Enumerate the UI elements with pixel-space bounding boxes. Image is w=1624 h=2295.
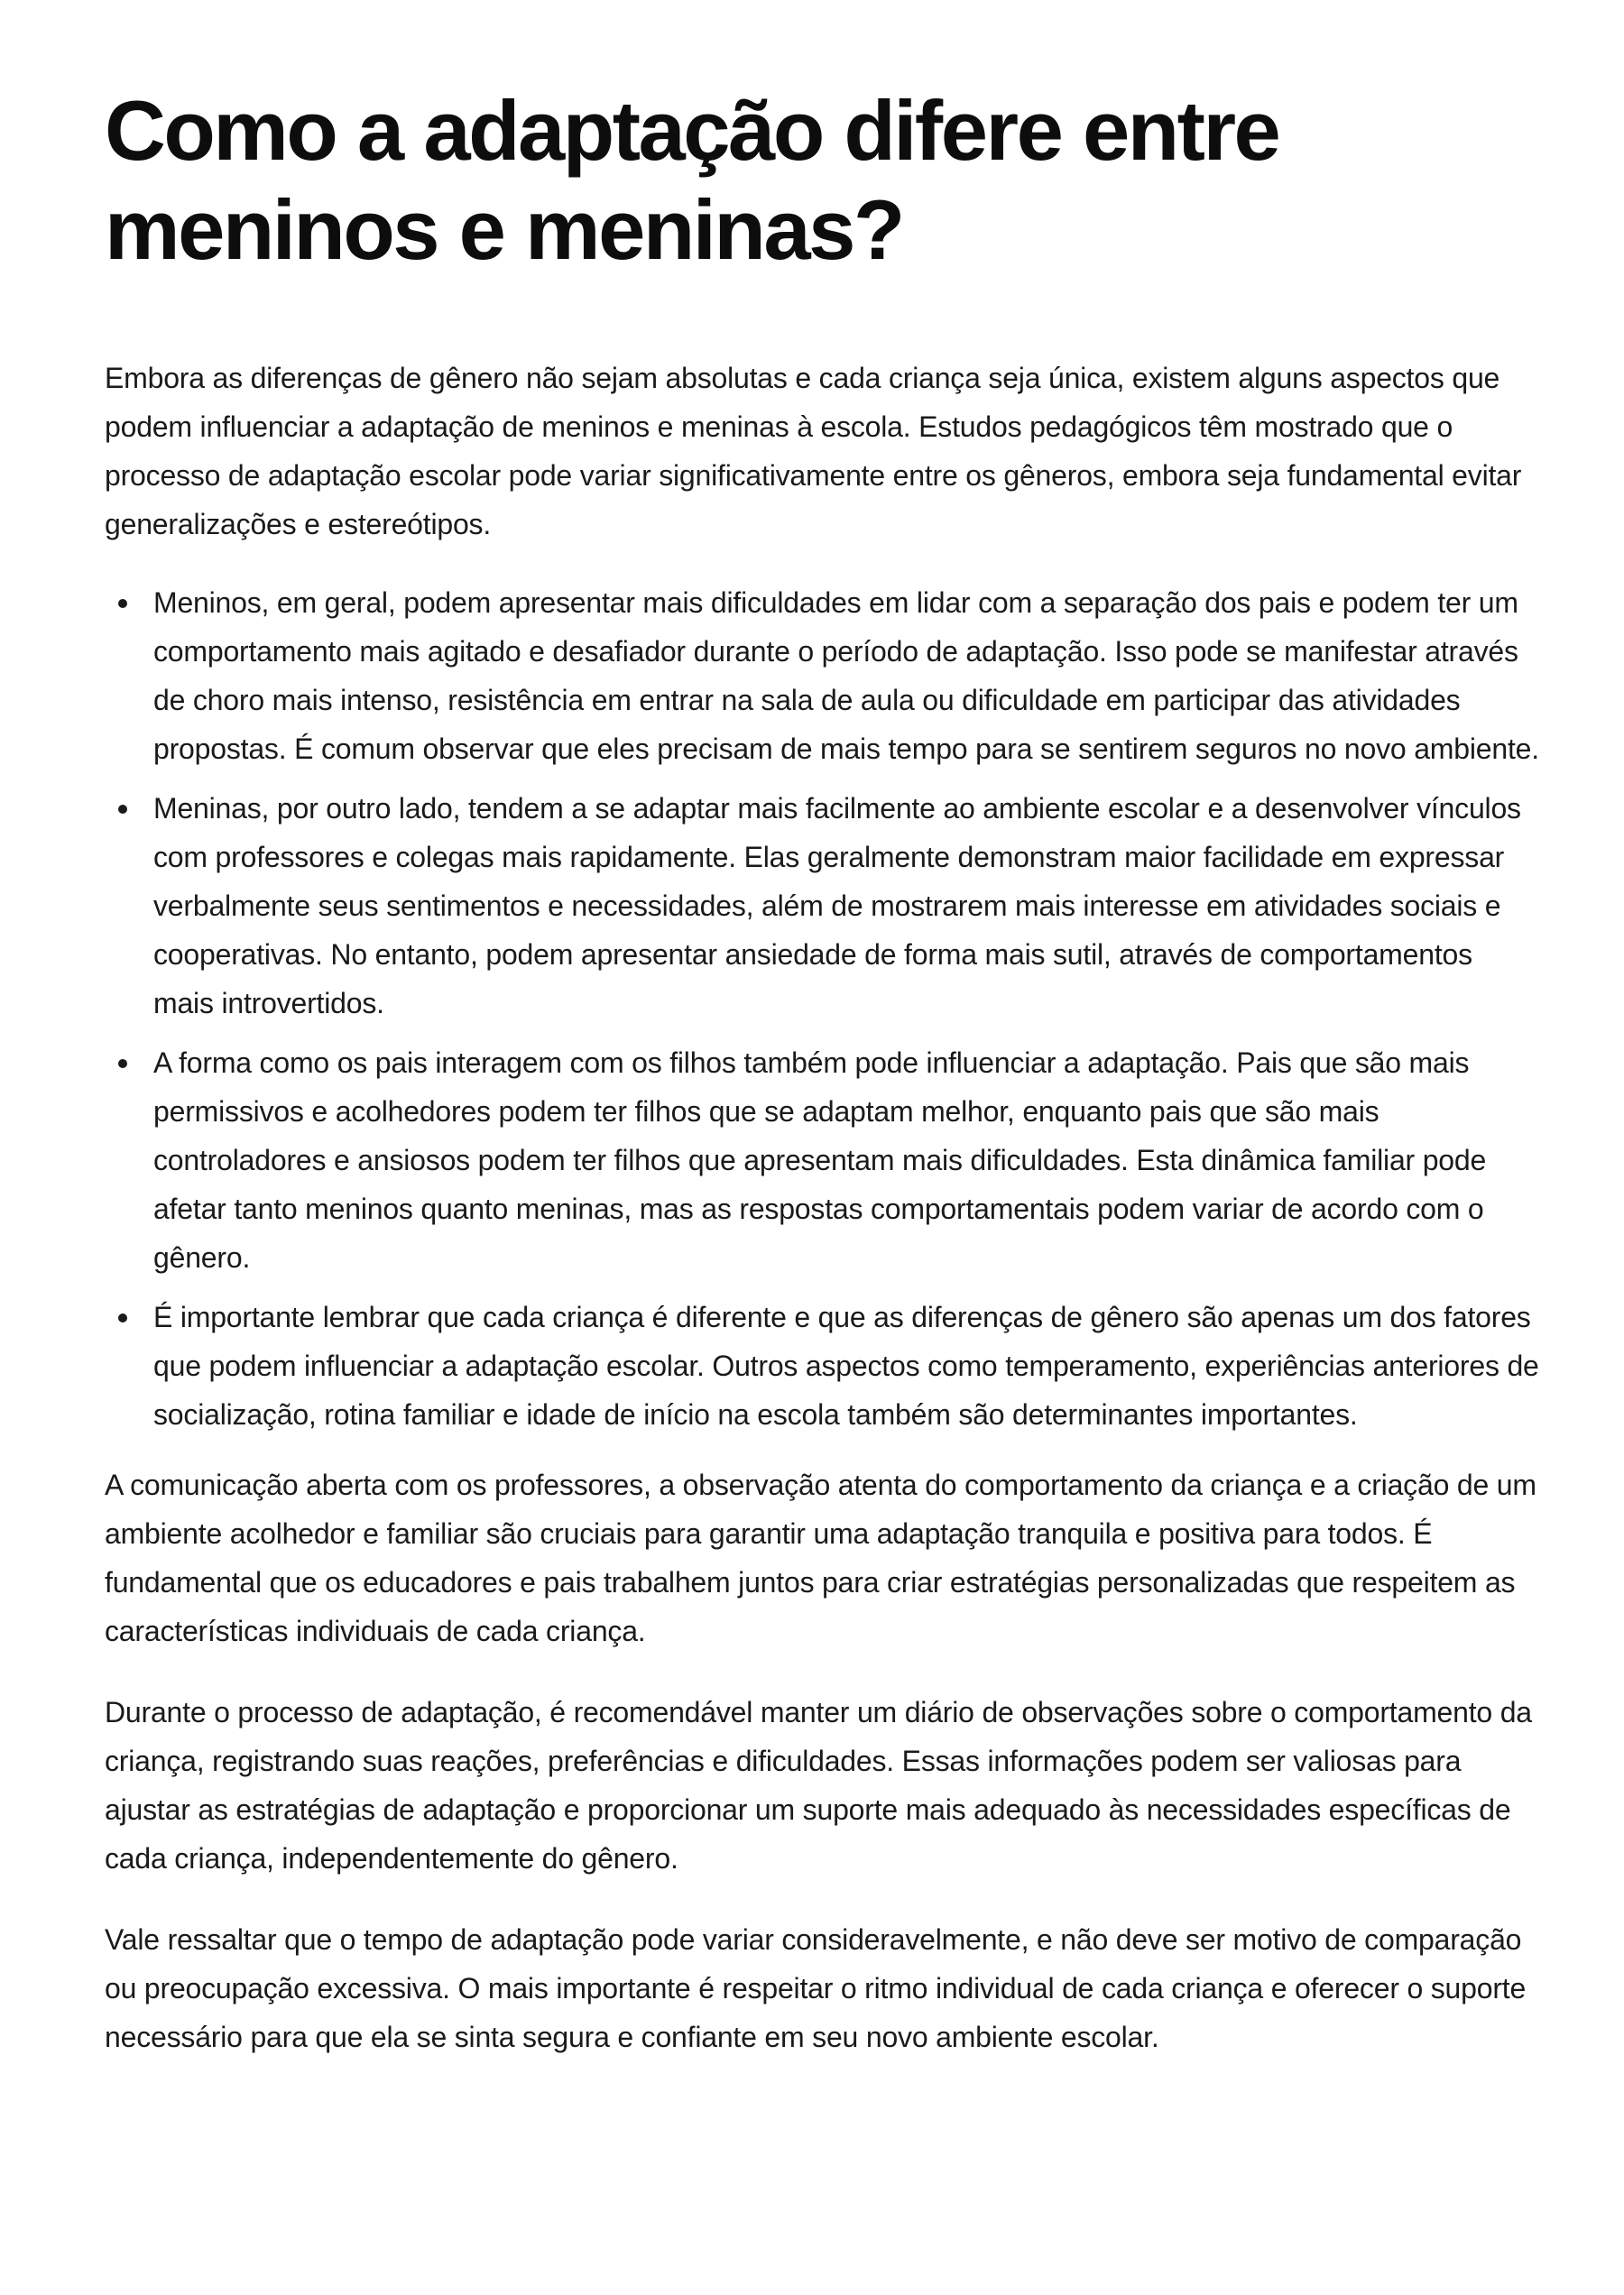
- paragraph-diary: Durante o processo de adaptação, é recomendável manter um diário de observações sobre o comportamento da criança, registrando suas reações, preferências e dificuldades. Essas informações podem ser valiosas para ajustar as estratégias de adaptação e proporcionar um suporte mais adequado às necessidades específicas de cada criança, independentemente do gênero.: [105, 1696, 1532, 1875]
- bullet-list: [105, 578, 1539, 1439]
- intro-paragraph: Embora as diferenças de gênero não sejam absolutas e cada criança seja única, existem alguns aspectos que podem influenciar a adaptação de meninos e meninas à escola. Estudos pedagógicos têm mostrado que o processo de adaptação escolar pode variar significativamente entre os gêneros, embora seja fundamental evitar generalizações e estereótipos.: [105, 362, 1522, 540]
- paragraph-communication: A comunicação aberta com os professores, a observação atenta do comportamento da criança e a criação de um ambiente acolhedor e familiar são cruciais para garantir uma adaptação tranquila e positiva para todos. É fundamental que os educadores e pais trabalhem juntos para criar estratégias personalizadas que respeitem as características individuais de cada criança.: [105, 1469, 1536, 1647]
- bullet-item-girls: Meninas, por outro lado, tendem a se adaptar mais facilmente ao ambiente escolar e a desenvolver vínculos com professores e colegas mais rapidamente. Elas geralmente demonstram maior facilidade em expressar verbalmente seus sentimentos e necessidades, além de mostrarem mais interesse em atividades sociais e cooperativas. No entanto, podem apresentar ansiedade de forma mais sutil, através de comportamentos mais introvertidos.: [153, 784, 1539, 1028]
- bullet-item-parents: A forma como os pais interagem com os filhos também pode influenciar a adaptação. Pais que são mais permissivos e acolhedores podem ter filhos que se adaptam melhor, enquanto pais que são mais controladores e ansiosos podem ter filhos que apresentam mais dificuldades. Esta dinâmica familiar pode afetar tanto meninos quanto meninas, mas as respostas comportamentais podem variar de acordo com o gênero.: [153, 1038, 1539, 1282]
- page-title: Como a adaptação difere entre meninos e meninas?: [105, 83, 1279, 277]
- paragraph-timing: Vale ressaltar que o tempo de adaptação pode variar consideravelmente, e não deve ser motivo de comparação ou preocupação excessiva. O mais importante é respeitar o ritmo individual de cada criança e oferecer o suporte necessário para que ela se sinta segura e confiante em seu novo ambiente escolar.: [105, 1923, 1527, 2053]
- bullet-item-boys: Meninos, em geral, podem apresentar mais dificuldades em lidar com a separação dos pais e podem ter um comportamento mais agitado e desafiador durante o período de adaptação. Isso pode se manifestar através de choro mais intenso, resistência em entrar na sala de aula ou dificuldade em participar das atividades propostas. É comum observar que eles precisam de mais tempo para se sentirem seguros no novo ambiente.: [153, 578, 1539, 773]
- document-page: [105, 81, 1539, 2061]
- bullet-item-individuality: É importante lembrar que cada criança é diferente e que as diferenças de gênero são apenas um dos fatores que podem influenciar a adaptação escolar. Outros aspectos como temperamento, experiências anteriores de socialização, rotina familiar e idade de início na escola também são determinantes importantes.: [153, 1293, 1539, 1439]
